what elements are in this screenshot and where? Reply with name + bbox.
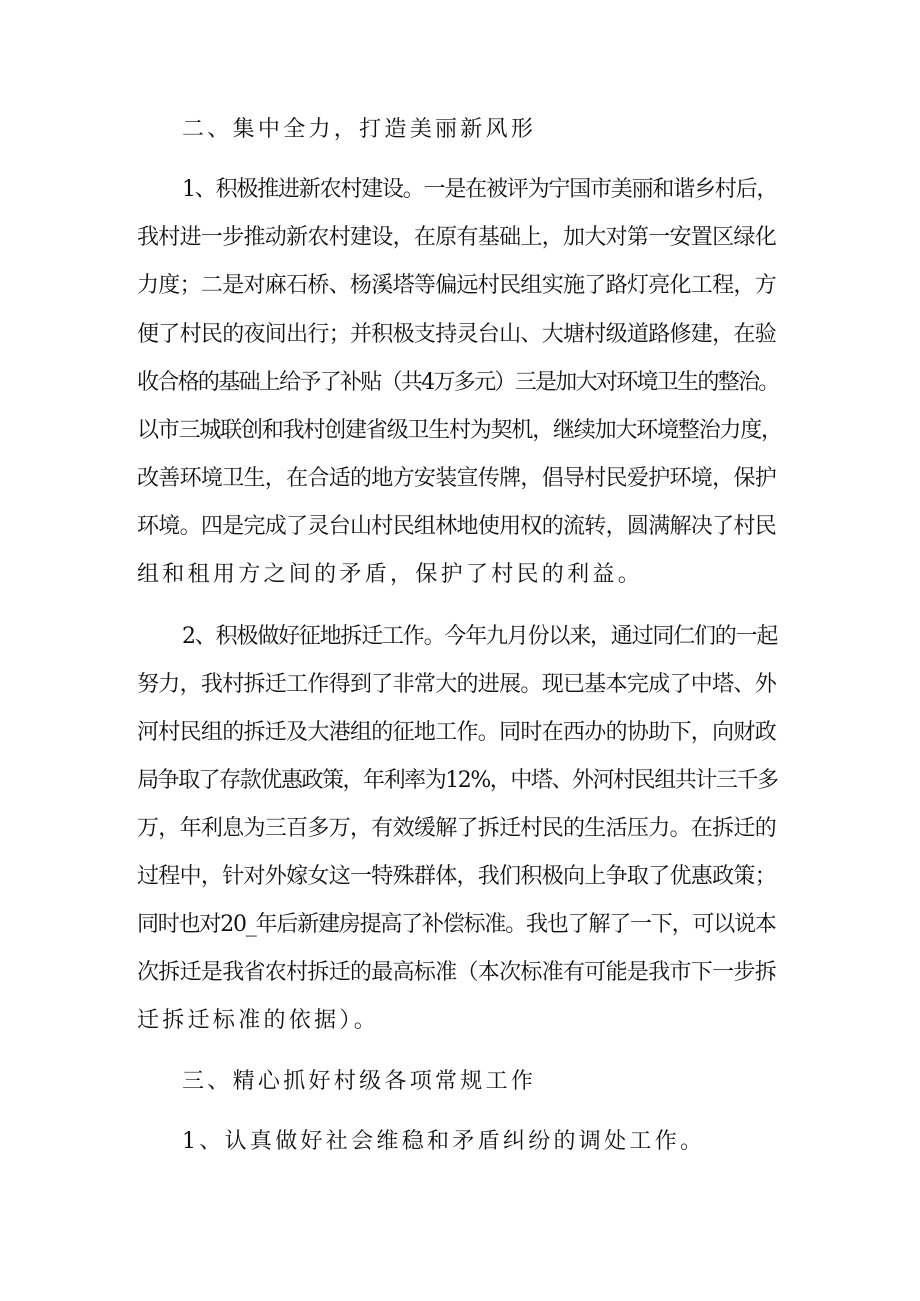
paragraph-1-line: 力度；二是对麻石桥、杨溪塔等偏远村民组实施了路灯亮化工程，方 [137,273,777,298]
paragraph-2-line: 同时也对20_年后新建房提高了补偿标准。我也了解了一下，可以说本 [137,912,776,937]
paragraph-1-line: 我村进一步推动新农村建设，在原有基础上，加大对第一安置区绿化 [137,225,777,250]
paragraph-2-line: 2、积极做好征地拆迁工作。今年九月份以来，通过同仁们的一起 [182,624,778,649]
paragraph-2-line: 河村民组的拆迁及大港组的征地工作。同时在西办的协助下，向财政 [137,720,777,745]
paragraph-1-line: 1、积极推进新农村建设。一是在被评为宁国市美丽和谐乡村后， [182,177,778,202]
paragraph-2-line: 迁拆迁标准的依据）。 [137,1008,380,1033]
paragraph-3-line: 1、认真做好社会维稳和矛盾纠纷的调处工作。 [182,1129,706,1154]
paragraph-2-line: 过程中，针对外嫁女这一特殊群体，我们积极向上争取了优惠政策； [137,864,777,889]
paragraph-1-line: 组和租用方之间的矛盾，保护了村民的利益。 [137,562,644,587]
paragraph-2-line: 努力，我村拆迁工作得到了非常大的进展。现已基本完成了中塔、外 [137,672,777,697]
paragraph-2-line: 次拆迁是我省农村拆迁的最高标准（本次标准有可能是我市下一步拆 [137,960,777,985]
paragraph-1-line: 以市三城联创和我村创建省级卫生村为契机，继续加大环境整治力度， [137,418,782,443]
paragraph-1-line: 环境。四是完成了灵台山村民组林地使用权的流转，圆满解决了村民 [137,514,777,539]
paragraph-2-line: 万，年利息为三百多万，有效缓解了拆迁村民的生活压力。在拆迁的 [137,816,777,841]
paragraph-1-line: 收合格的基础上给予了补贴（共4万多元）三是加大对环境卫生的整治。 [137,370,779,395]
paragraph-1-line: 便了村民的夜间出行；并积极支持灵台山、大塘村级道路修建，在验 [137,322,777,347]
paragraph-1-line: 改善环境卫生，在合适的地方安装宣传牌，倡导村民爱护环境，保护 [137,466,777,491]
paragraph-2-line: 局争取了存款优惠政策，年利率为12%，中塔、外河村民组共计三千多 [137,768,778,793]
section-heading-2: 二、集中全力，打造美丽新风形 [182,117,537,142]
section-heading-3: 三、精心抓好村级各项常规工作 [182,1069,537,1094]
